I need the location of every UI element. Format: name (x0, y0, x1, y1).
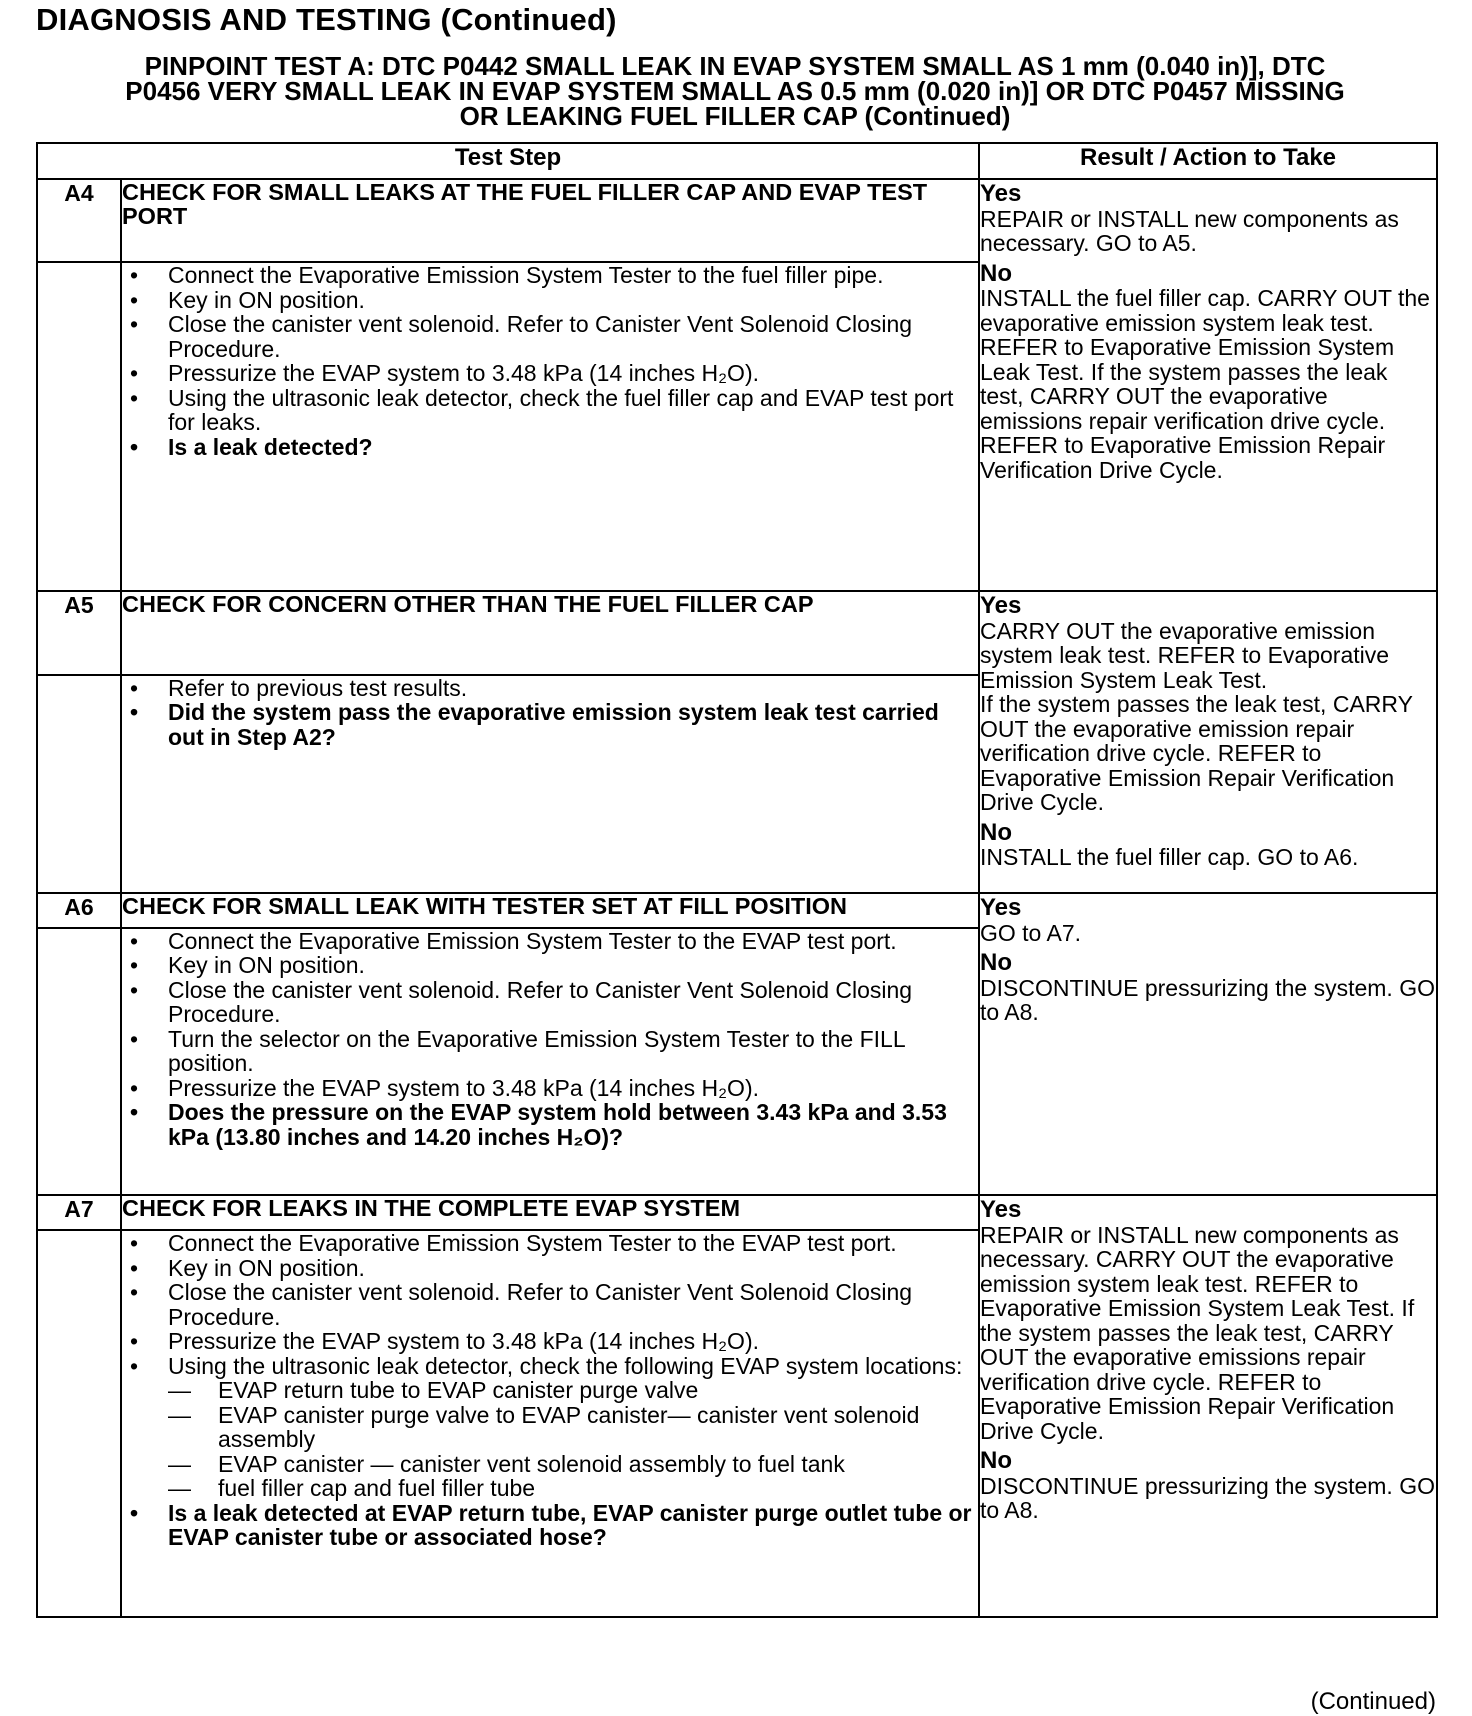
pinpoint-test-title (40, 51, 1430, 131)
action-item: • Key in ON position. (122, 288, 978, 313)
step-id-spacer (37, 1230, 121, 1617)
action-item: • Pressurize the EVAP system to 3.48 kPa (14 inches H₂O). (122, 1329, 978, 1354)
step-actions (121, 928, 979, 1195)
step-title-row (37, 1195, 1437, 1230)
yes-action: GO to A7. (980, 919, 1081, 946)
action-item: • Connect the Evaporative Emission System Tester to the EVAP test port. (122, 929, 978, 954)
header-test-step: Test Step (37, 143, 979, 179)
yes-action: REPAIR or INSTALL new components as necessary. GO to A5. (980, 205, 1399, 256)
no-label: No (980, 949, 1012, 976)
action-question: • Does the pressure on the EVAP system hold between 3.43 kPa and 3.53 kPa (13.80 inches and 14.20 inches H₂O)? (122, 1100, 978, 1149)
no-action: DISCONTINUE pressurizing the system. GO to A8. (980, 974, 1435, 1025)
step-result (979, 591, 1437, 893)
step-id: A7 (37, 1195, 121, 1230)
step-id: A5 (37, 591, 121, 675)
yes-label: Yes (980, 592, 1022, 619)
location-sublist (168, 1378, 978, 1501)
action-item: • Pressurize the EVAP system to 3.48 kPa (14 inches H₂O). (122, 361, 978, 386)
test-title-line: OR LEAKING FUEL FILLER CAP (Continued) (459, 101, 1011, 131)
action-question: • Did the system pass the evaporative emission system leak test carried out in Step A2? (122, 700, 978, 749)
step-id: A6 (37, 893, 121, 928)
header-result: Result / Action to Take (979, 143, 1437, 179)
test-title-line: P0456 VERY SMALL LEAK IN EVAP SYSTEM SMALL AS 0.5 mm (0.020 in)] OR DTC P0457 MISSING (125, 76, 1345, 106)
pinpoint-test-table (36, 142, 1438, 1618)
step-result (979, 1195, 1437, 1617)
step-title: CHECK FOR CONCERN OTHER THAN THE FUEL FILLER CAP (121, 591, 979, 675)
yes-action: REPAIR or INSTALL new components as necessary. CARRY OUT the evaporative emission system leak test. REFER to Evaporative Emission System Leak Test. If the system passes the leak test, CARRY OUT the evaporative emissions repair verification drive cycle. REFER to Evaporative Emission Repair Verification Drive Cycle. (980, 1221, 1415, 1444)
step-actions (121, 262, 979, 591)
action-item: • Connect the Evaporative Emission System Tester to the fuel filler pipe. (122, 263, 978, 288)
step-title-row (37, 179, 1437, 262)
yes-label: Yes (980, 894, 1022, 921)
no-label: No (980, 818, 1012, 846)
location-item: — EVAP canister purge valve to EVAP canister— canister vent solenoid assembly (168, 1403, 978, 1452)
action-item: • Close the canister vent solenoid. Refer to Canister Vent Solenoid Closing Procedure. (122, 312, 978, 361)
action-item-text: • Using the ultrasonic leak detector, check the following EVAP system locations: (168, 1352, 963, 1379)
step-title-row (37, 893, 1437, 928)
yes-action: CARRY OUT the evaporative emission system leak test. REFER to Evaporative Emission System Leak Test. (980, 617, 1390, 693)
step-title: CHECK FOR SMALL LEAKS AT THE FUEL FILLER CAP AND EVAP TEST PORT (121, 179, 979, 262)
step-actions (121, 1230, 979, 1617)
table-header-row (37, 143, 1437, 179)
action-item: • Refer to previous test results. (122, 676, 978, 701)
no-action: DISCONTINUE pressurizing the system. GO to A8. (980, 1472, 1435, 1523)
step-title: CHECK FOR SMALL LEAK WITH TESTER SET AT FILL POSITION (121, 893, 979, 928)
action-item: • Key in ON position. (122, 1256, 978, 1281)
action-item: • Using the ultrasonic leak detector, check the fuel filler cap and EVAP test port for leaks. (122, 386, 978, 435)
step-id: A4 (37, 179, 121, 262)
action-item: • Pressurize the EVAP system to 3.48 kPa (14 inches H₂O). (122, 1076, 978, 1101)
action-item: • Close the canister vent solenoid. Refer to Canister Vent Solenoid Closing Procedure. (122, 978, 978, 1027)
action-item: • Turn the selector on the Evaporative Emission System Tester to the FILL position. (122, 1027, 978, 1076)
no-action: INSTALL the fuel filler cap. CARRY OUT the evaporative emission system leak test. REFER to Evaporative Emission System Leak Test. If the system passes the leak test, CARRY OUT the evaporative emissions repair verification drive cycle. REFER to Evaporative Emission Repair Verification Drive Cycle. (980, 285, 1430, 483)
action-item: • Key in ON position. (122, 953, 978, 978)
action-question: • Is a leak detected? (122, 435, 978, 460)
action-question: • Is a leak detected at EVAP return tube, EVAP canister purge outlet tube or EVAP canister tube or associated hose? (122, 1501, 978, 1550)
step-result (979, 893, 1437, 1195)
test-title-line: PINPOINT TEST A: DTC P0442 SMALL LEAK IN EVAP SYSTEM SMALL AS 1 mm (0.040 in)], DTC (144, 51, 1326, 81)
step-result (979, 179, 1437, 591)
no-label: No (980, 259, 1012, 287)
action-item-with-sublist (122, 1354, 978, 1501)
location-item: — EVAP return tube to EVAP canister purge valve (168, 1378, 978, 1403)
step-id-spacer (37, 262, 121, 591)
yes-label: Yes (980, 1196, 1022, 1223)
yes-action-extra: If the system passes the leak test, CARRY OUT the evaporative emission repair verification drive cycle. REFER to Evaporative Emission Repair Verification Drive Cycle. (980, 691, 1413, 815)
page-title: DIAGNOSIS AND TESTING (Continued) (36, 2, 617, 37)
action-item: • Close the canister vent solenoid. Refer to Canister Vent Solenoid Closing Procedure. (122, 1280, 978, 1329)
location-item: — EVAP canister — canister vent solenoid assembly to fuel tank (168, 1452, 978, 1477)
action-item: • Connect the Evaporative Emission System Tester to the EVAP test port. (122, 1231, 978, 1256)
step-actions (121, 675, 979, 893)
step-id-spacer (37, 675, 121, 893)
step-title-row (37, 591, 1437, 675)
no-action: INSTALL the fuel filler cap. GO to A6. (980, 844, 1359, 870)
step-id-spacer (37, 928, 121, 1195)
step-title: CHECK FOR LEAKS IN THE COMPLETE EVAP SYSTEM (121, 1195, 979, 1230)
continued-footer: (Continued) (1310, 1688, 1436, 1715)
location-item: — fuel filler cap and fuel filler tube (168, 1476, 978, 1501)
no-label: No (980, 1447, 1012, 1474)
yes-label: Yes (980, 180, 1022, 207)
